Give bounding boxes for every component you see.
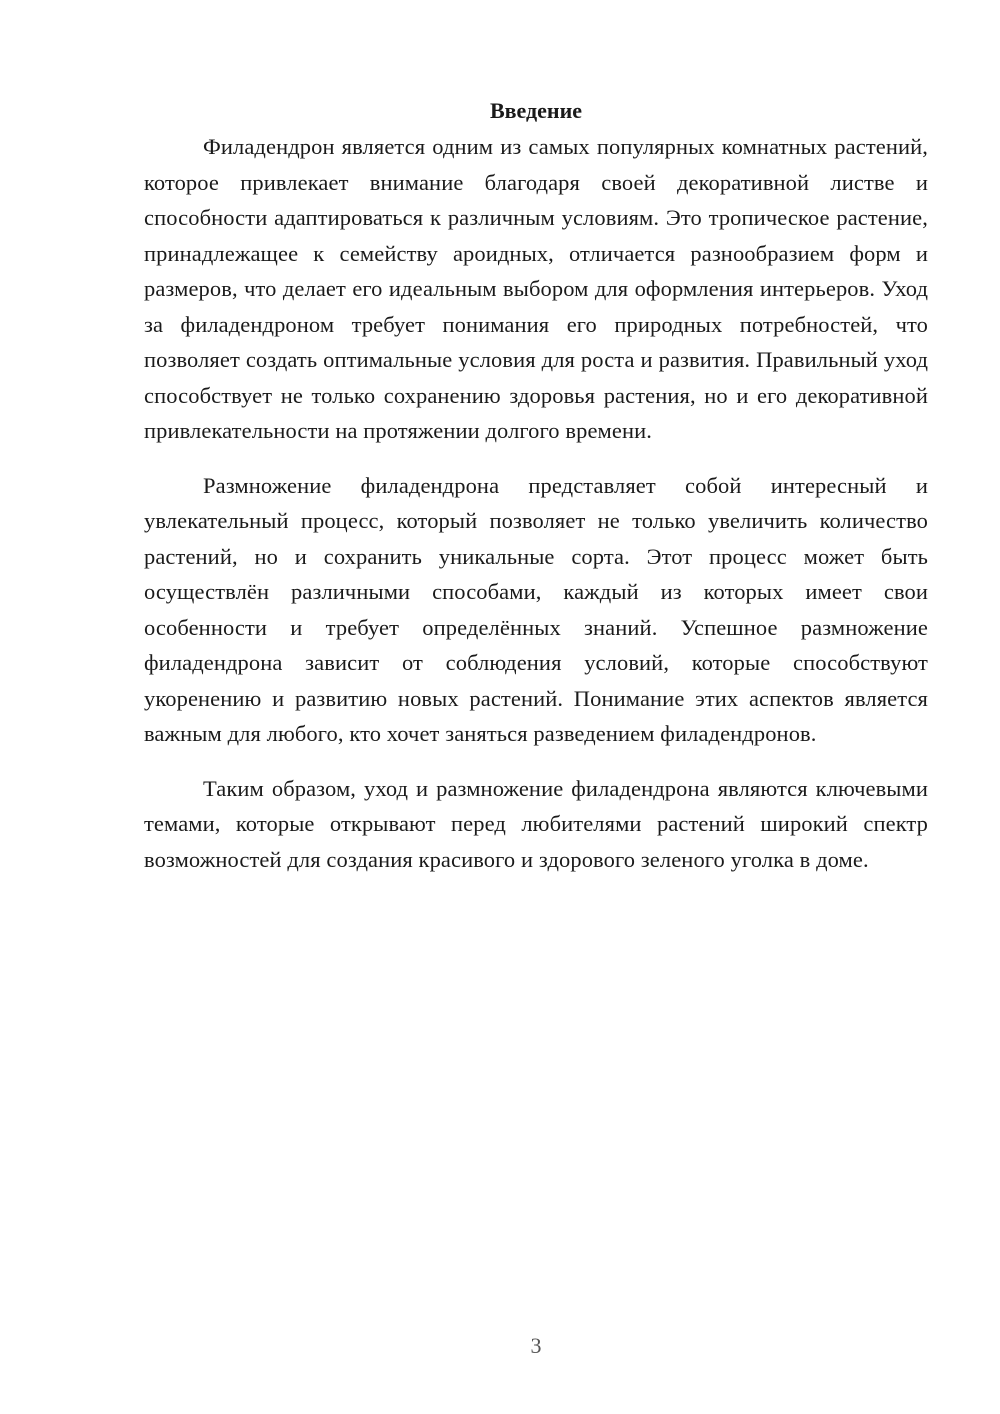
paragraph-conclusion: Таким образом, уход и размножение филадендрона являются ключевыми темами, которые открывают перед любителями растений широкий спектр возможностей для создания красивого и здорового зеленого уголка в доме. — [144, 775, 928, 872]
page-number: 3 — [530, 1333, 542, 1358]
paragraph-propagation: Размножение филадендрона представляет собой интересный и увлекательный процесс, который позволяет не только увеличить количество растений, но и сохранить уникальные сорта. Этот процесс может быть осуществлён различными способами, каждый из которых имеет свои особенности и требует определённых знаний. Успешное размножение филадендрона зависит от соблюдения условий, которые способствуют укоренению и развитию новых растений. Понимание этих аспектов является важным для любого, кто хочет заняться разведением филадендронов. — [144, 472, 928, 746]
paragraph-intro: Филадендрон является одним из самых популярных комнатных растений, которое привлекает внимание благодаря своей декоративной листве и способности адаптироваться к различным условиям. Это тропическое растение, принадлежащее к семейству ароидных, отличается разнообразием форм и размеров, что делает его идеальным выбором для оформления интерьеров. Уход за филадендроном требует понимания его природных потребностей, что позволяет создать оптимальные условия для роста и развития. Правильный уход способствует не только сохранению здоровья растения, но и его декоративной привлекательности на протяжении долгого времени. — [144, 134, 928, 443]
page-content — [144, 94, 928, 896]
section-title: Введение — [489, 98, 583, 123]
